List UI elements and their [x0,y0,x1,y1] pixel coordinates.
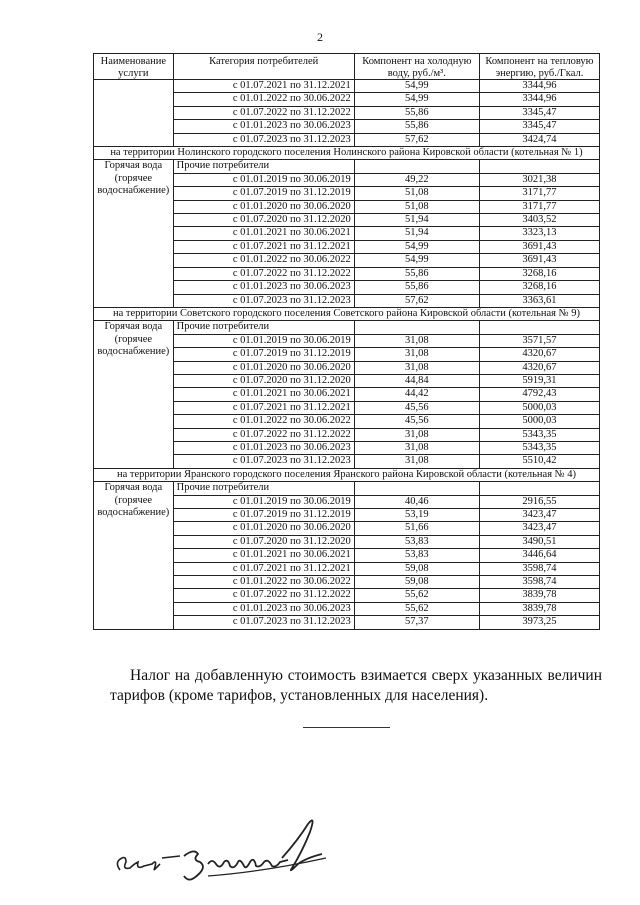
territory-row [94,307,600,320]
heat-energy-cell: 3973,25 [479,616,599,629]
cold-water-cell: 59,08 [354,562,479,575]
cold-water-cell: 31,08 [354,455,479,468]
heat-energy-cell: 3490,51 [479,535,599,548]
heat-energy-cell: 3571,57 [479,334,599,347]
period-cell: с 01.01.2023 по 30.06.2023 [173,441,354,454]
category-row [94,160,600,173]
heat-energy-cell: 3598,74 [479,576,599,589]
category-cell: Прочие потребители [173,160,354,173]
empty-cell [354,321,479,334]
cold-water-cell: 55,86 [354,120,479,133]
cold-water-cell: 51,94 [354,227,479,240]
service-cell: Горячая вода (горячее водоснабжение) [94,321,174,468]
period-cell: с 01.01.2021 по 30.06.2021 [173,549,354,562]
period-cell: с 01.01.2023 по 30.06.2023 [173,120,354,133]
period-cell: с 01.07.2022 по 31.12.2022 [173,589,354,602]
cold-water-cell: 57,62 [354,294,479,307]
period-cell: с 01.01.2020 по 30.06.2020 [173,200,354,213]
cold-water-cell: 55,62 [354,602,479,615]
heat-energy-cell: 3171,77 [479,200,599,213]
period-cell: с 01.07.2021 по 31.12.2021 [173,240,354,253]
period-cell: с 01.01.2022 по 30.06.2022 [173,93,354,106]
period-cell: с 01.07.2020 по 31.12.2020 [173,535,354,548]
cold-water-cell: 55,86 [354,106,479,119]
cold-water-cell: 31,08 [354,348,479,361]
heat-energy-cell: 5000,03 [479,401,599,414]
service-cell: Горячая вода (горячее водоснабжение) [94,160,174,307]
period-cell: с 01.07.2021 по 31.12.2021 [173,401,354,414]
heat-energy-cell: 3424,74 [479,133,599,146]
period-cell: с 01.01.2020 по 30.06.2020 [173,361,354,374]
period-cell: с 01.01.2023 по 30.06.2023 [173,602,354,615]
tariff-table [93,53,600,630]
cold-water-cell: 53,83 [354,549,479,562]
heat-energy-cell: 3345,47 [479,106,599,119]
cold-water-cell: 31,08 [354,428,479,441]
territory-row [94,147,600,160]
cold-water-cell: 57,62 [354,133,479,146]
cold-water-cell: 44,84 [354,374,479,387]
heat-energy-cell: 3423,47 [479,509,599,522]
period-cell: с 01.07.2021 по 31.12.2021 [173,80,354,93]
cold-water-cell: 59,08 [354,576,479,589]
category-cell: Прочие потребители [173,321,354,334]
period-cell: с 01.01.2022 по 30.06.2022 [173,415,354,428]
empty-cell [479,160,599,173]
heat-energy-cell: 5919,31 [479,374,599,387]
heat-energy-cell: 3021,38 [479,173,599,186]
heat-energy-cell: 5510,42 [479,455,599,468]
empty-cell [479,321,599,334]
cold-water-cell: 31,08 [354,361,479,374]
signature [112,818,342,888]
period-cell: с 01.07.2019 по 31.12.2019 [173,509,354,522]
heat-energy-cell: 3268,16 [479,281,599,294]
tariff-body [94,80,600,630]
period-cell: с 01.01.2021 по 30.06.2021 [173,227,354,240]
heat-energy-cell: 3268,16 [479,267,599,280]
heat-energy-cell: 5343,35 [479,441,599,454]
header-cold-water: Компонент на холодную воду, руб./м³. [354,54,479,80]
period-cell: с 01.07.2020 по 31.12.2020 [173,374,354,387]
empty-cell [354,482,479,495]
territory-heading: на территории Нолинского городского поселения Нолинского района Кировской области (котельная № 1) [94,147,600,160]
signature-stroke-dash [162,856,180,858]
territory-heading: на территории Советского городского поселения Советского района Кировской области (котельная № 9) [94,307,600,320]
header-category: Категория потребителей [173,54,354,80]
heat-energy-cell: 3345,47 [479,120,599,133]
separator-line [303,727,390,728]
cold-water-cell: 54,99 [354,80,479,93]
heat-energy-cell: 5343,35 [479,428,599,441]
period-cell: с 01.01.2019 по 30.06.2019 [173,495,354,508]
heat-energy-cell: 2916,55 [479,495,599,508]
cold-water-cell: 51,08 [354,200,479,213]
heat-energy-cell: 3691,43 [479,254,599,267]
heat-energy-cell: 3446,64 [479,549,599,562]
cold-water-cell: 40,46 [354,495,479,508]
period-cell: с 01.01.2022 по 30.06.2022 [173,254,354,267]
period-cell: с 01.07.2022 по 31.12.2022 [173,106,354,119]
heat-energy-cell: 3691,43 [479,240,599,253]
cold-water-cell: 54,99 [354,240,479,253]
period-cell: с 01.01.2022 по 30.06.2022 [173,576,354,589]
period-cell: с 01.07.2022 по 31.12.2022 [173,267,354,280]
period-cell: с 01.07.2023 по 31.12.2023 [173,294,354,307]
period-cell: с 01.07.2023 по 31.12.2023 [173,616,354,629]
cold-water-cell: 44,42 [354,388,479,401]
period-cell: с 01.01.2023 по 30.06.2023 [173,281,354,294]
cold-water-cell: 49,22 [354,173,479,186]
cold-water-cell: 55,86 [354,267,479,280]
cold-water-cell: 31,08 [354,441,479,454]
signature-stroke-initials [117,858,160,871]
service-cell-continued [94,80,174,147]
heat-energy-cell: 3839,78 [479,602,599,615]
empty-cell [354,160,479,173]
territory-row [94,468,600,481]
table-header-row [94,54,600,80]
cold-water-cell: 51,94 [354,214,479,227]
heat-energy-cell: 4320,67 [479,361,599,374]
cold-water-cell: 54,99 [354,93,479,106]
cold-water-cell: 55,62 [354,589,479,602]
territory-heading: на территории Яранского городского поселения Яранского района Кировской области (котельная № 4) [94,468,600,481]
heat-energy-cell: 4320,67 [479,348,599,361]
cold-water-cell: 51,08 [354,187,479,200]
category-row [94,321,600,334]
cold-water-cell: 57,37 [354,616,479,629]
heat-energy-cell: 3598,74 [479,562,599,575]
heat-energy-cell: 3839,78 [479,589,599,602]
period-cell: с 01.07.2020 по 31.12.2020 [173,214,354,227]
cold-water-cell: 51,66 [354,522,479,535]
vat-note: Налог на добавленную стоимость взимается сверх указанных величин тарифов (кроме тарифов, установленных для населения). [110,667,602,704]
period-cell: с 01.01.2019 по 30.06.2019 [173,173,354,186]
cold-water-cell: 54,99 [354,254,479,267]
service-cell: Горячая вода (горячее водоснабжение) [94,482,174,629]
period-cell: с 01.07.2019 по 31.12.2019 [173,348,354,361]
header-service: Наименование услуги [94,54,174,80]
page-number: 2 [317,30,323,44]
cold-water-cell: 53,83 [354,535,479,548]
heat-energy-cell: 4792,43 [479,388,599,401]
heat-energy-cell: 3403,52 [479,214,599,227]
heat-energy-cell: 3344,96 [479,80,599,93]
cold-water-cell: 53,19 [354,509,479,522]
period-cell: с 01.01.2021 по 30.06.2021 [173,388,354,401]
heat-energy-cell: 3363,61 [479,294,599,307]
heat-energy-cell: 3423,47 [479,522,599,535]
cold-water-cell: 45,56 [354,415,479,428]
category-row [94,482,600,495]
category-cell: Прочие потребители [173,482,354,495]
cold-water-cell: 55,86 [354,281,479,294]
heat-energy-cell: 3171,77 [479,187,599,200]
period-cell: с 01.07.2021 по 31.12.2021 [173,562,354,575]
period-cell: с 01.07.2023 по 31.12.2023 [173,455,354,468]
heat-energy-cell: 5000,03 [479,415,599,428]
period-cell: с 01.07.2023 по 31.12.2023 [173,133,354,146]
period-cell: с 01.01.2019 по 30.06.2019 [173,334,354,347]
heat-energy-cell: 3344,96 [479,93,599,106]
heat-energy-cell: 3323,13 [479,227,599,240]
period-cell: с 01.01.2020 по 30.06.2020 [173,522,354,535]
period-cell: с 01.07.2019 по 31.12.2019 [173,187,354,200]
period-cell: с 01.07.2022 по 31.12.2022 [173,428,354,441]
header-heat-energy: Компонент на тепловую энергию, руб./Гкал. [479,54,599,80]
cold-water-cell: 31,08 [354,334,479,347]
empty-cell [479,482,599,495]
table-row [94,80,600,93]
cold-water-cell: 45,56 [354,401,479,414]
